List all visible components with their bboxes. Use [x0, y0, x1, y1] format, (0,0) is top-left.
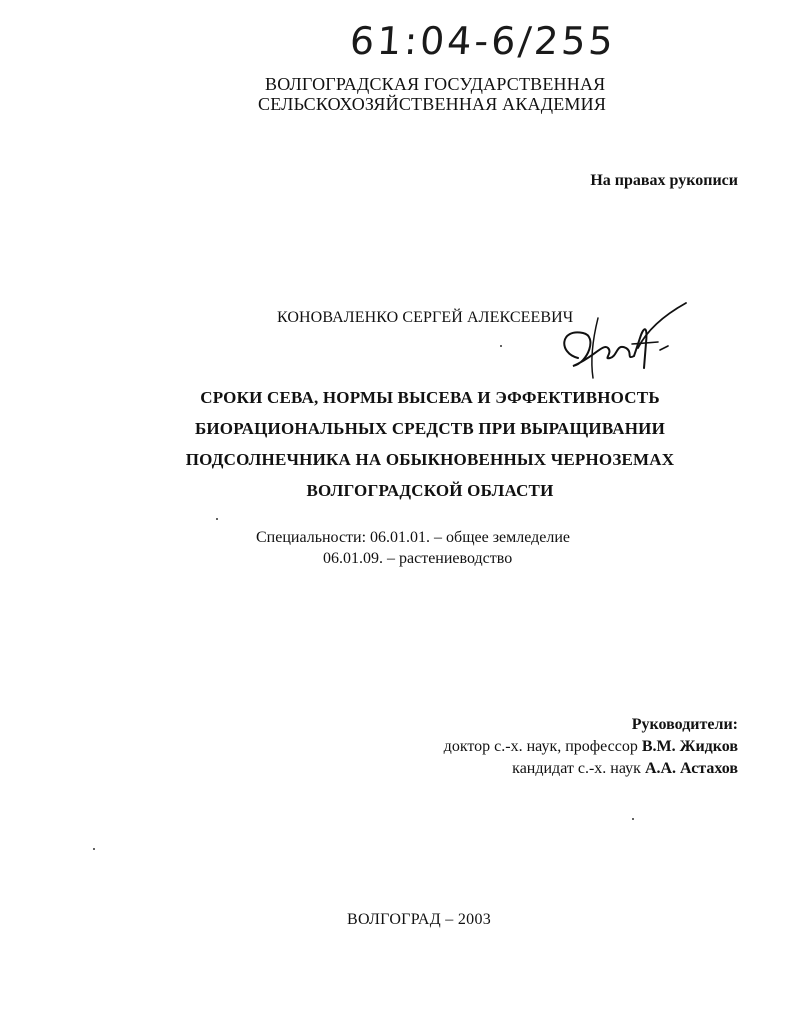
- title-line-4: ВОЛГОГРАДСКОЙ ОБЛАСТИ: [306, 481, 554, 500]
- title-line-3: ПОДСОЛНЕЧНИКА НА ОБЫКНОВЕННЫХ ЧЕРНОЗЕМАХ: [185, 450, 675, 469]
- supervisors-label: Руководители:: [631, 716, 738, 733]
- author-name: КОНОВАЛЕНКО СЕРГЕЙ АЛЕКСЕЕВИЧ: [277, 309, 574, 326]
- scan-speck: [500, 345, 502, 347]
- supervisors-block: [444, 714, 738, 780]
- supervisor-1: [444, 736, 738, 758]
- specialty-line-1: Специальности: 06.01.01. – общее земледелие: [256, 529, 571, 546]
- supervisor-1-name: В.М. Жидков: [641, 738, 738, 755]
- city-year: ВОЛГОГРАД – 2003: [347, 911, 492, 928]
- supervisor-2-name: А.А. Астахов: [644, 760, 738, 777]
- scan-speck: [93, 848, 95, 850]
- archive-number-handwritten: 61:04-6/255: [348, 19, 618, 63]
- title-line-2: БИОРАЦИОНАЛЬНЫХ СРЕДСТВ ПРИ ВЫРАЩИВАНИИ: [194, 419, 666, 438]
- specialty-block: [256, 527, 570, 569]
- supervisor-1-title: доктор с.-х. наук, профессор: [443, 738, 638, 755]
- institution-line-2: СЕЛЬСКОХОЗЯЙСТВЕННАЯ АКАДЕМИЯ: [258, 94, 607, 114]
- title-line-1: СРОКИ СЕВА, НОРМЫ ВЫСЕВА И ЭФФЕКТИВНОСТЬ: [200, 388, 660, 407]
- supervisor-2: [444, 758, 738, 780]
- specialty-line-2: 06.01.09. – растениеводство: [323, 550, 513, 567]
- institution-line-1: ВОЛГОГРАДСКАЯ ГОСУДАРСТВЕННАЯ: [265, 74, 606, 94]
- supervisor-2-title: кандидат с.-х. наук: [512, 760, 641, 777]
- scan-speck: [216, 518, 218, 520]
- thesis-title: [0, 382, 794, 506]
- rights-note: На правах рукописи: [590, 172, 738, 189]
- scan-speck: [632, 818, 634, 820]
